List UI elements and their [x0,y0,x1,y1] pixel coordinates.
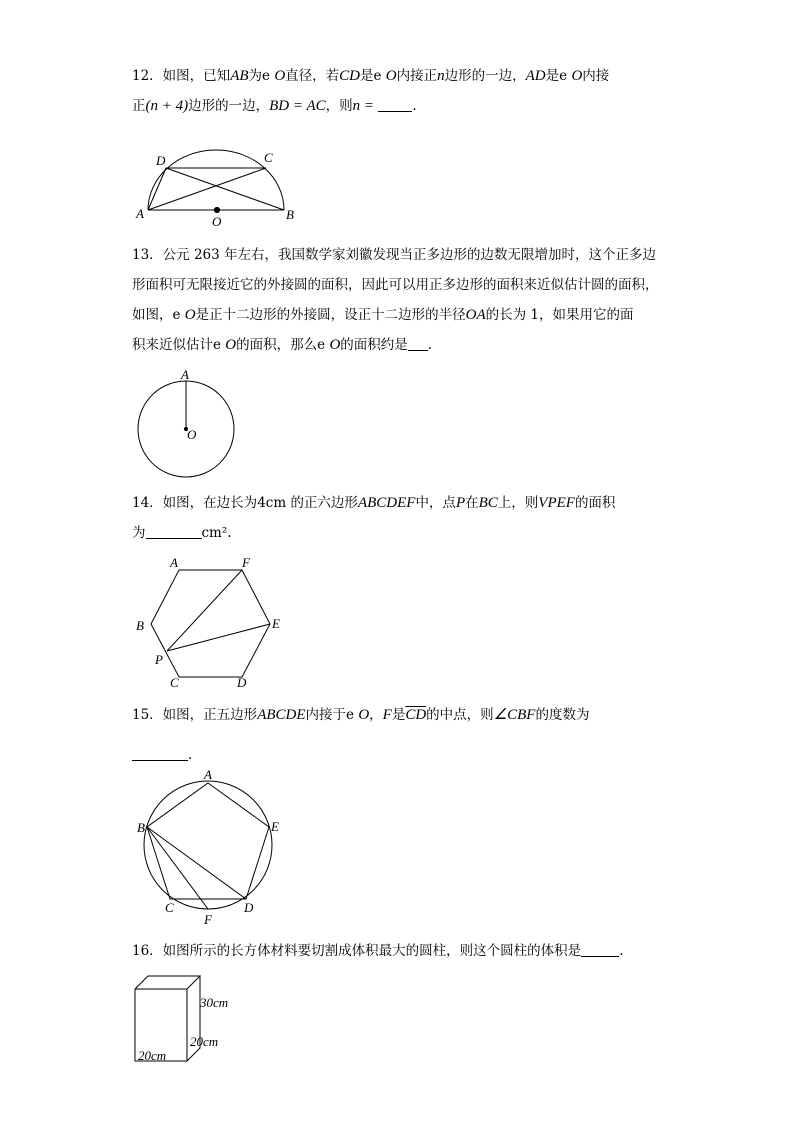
q14-line-2: 为 cm². [132,518,672,548]
q13-line-1: 13．公元 263 年左右，我国数学家刘徽发现当正多边形的边数无限增加时，这个正多边 [132,247,657,263]
q15-line-1: 15．如图，正五边形ABCDE内接于e O，F是$\overline{CD}$的中点，则∠CBF的度数为 [132,707,590,723]
question-14 [132,488,672,548]
label-p: P [155,652,163,667]
hexagon-abcdef [151,570,270,677]
label-c: C [264,150,273,165]
center-dot [214,207,219,212]
answer-blank[interactable] [581,940,619,957]
q16-cuboid-figure [130,972,270,1072]
chord-ac [148,168,266,210]
question-16 [132,936,672,966]
label-o: O [212,214,222,229]
label-f: F [242,555,250,570]
label-width: 20cm [138,1048,167,1063]
q13-line-4: 积来近似估计e O的面积，那么e O的面积约是 . [132,330,672,360]
label-d: D [237,675,247,690]
question-15 [132,700,672,770]
q14-line-1: 14．如图，在边长为4cm 的正六边形ABCDEF中，点P在BC上，则VPEF的面积 [132,495,616,511]
segment-pe [167,624,270,651]
answer-blank[interactable] [146,522,202,539]
question-13 [132,240,672,360]
label-a: A [181,367,189,382]
top-face [135,976,200,989]
segment-pf [167,570,242,651]
label-c: C [170,675,179,690]
label-a: A [136,206,144,221]
segment-bd [147,827,246,899]
q13-circle-figure [130,366,250,481]
circle-o [144,781,272,909]
label-f: F [204,912,212,927]
label-e: E [272,616,280,631]
q13-line-2: 形面积可无限接近它的外接圆的面积，因此可以用正多边形的面积来近似估计圆的面积， [132,277,659,293]
pentagon-abcde [147,783,269,899]
q16-line-1: 16．如图所示的长方体材料要切割成体积最大的圆柱，则这个圆柱的体积是 . [132,936,672,966]
label-depth: 20cm [190,1034,219,1049]
label-height: 30cm [200,995,229,1010]
answer-blank[interactable] [408,334,428,351]
label-c: C [165,900,174,915]
answer-blank[interactable] [378,95,412,112]
label-e: E [271,819,279,834]
chord-bd [166,168,284,210]
question-12 [132,61,672,121]
label-b: B [136,618,144,633]
label-d: D [156,153,166,168]
q15-line-2: . [132,740,672,770]
q15-pentagon-figure [130,766,300,931]
label-a: A [170,555,178,570]
label-d: D [244,900,254,915]
q12-line-2: 正(n + 4)边形的一边，BD = AC，则n = . [132,91,672,121]
q12-semicircle-figure [130,148,310,228]
q13-line-3: 如图，e O是正十二边形的外接圆，设正十二边形的半径OA的长为 1，如果用它的面 [132,307,634,323]
label-a: A [204,767,212,782]
segment-bf [147,827,208,909]
label-o: O [187,427,197,442]
q14-hexagon-figure [130,555,290,695]
chord-ad [148,168,166,210]
answer-blank[interactable] [132,744,188,761]
q12-line-1: 12．如图，已知AB为e O直径，若CD是e O内接正n边形的一边，AD是e O内接 [132,68,610,84]
label-b: B [137,820,145,835]
label-b: B [286,207,294,222]
